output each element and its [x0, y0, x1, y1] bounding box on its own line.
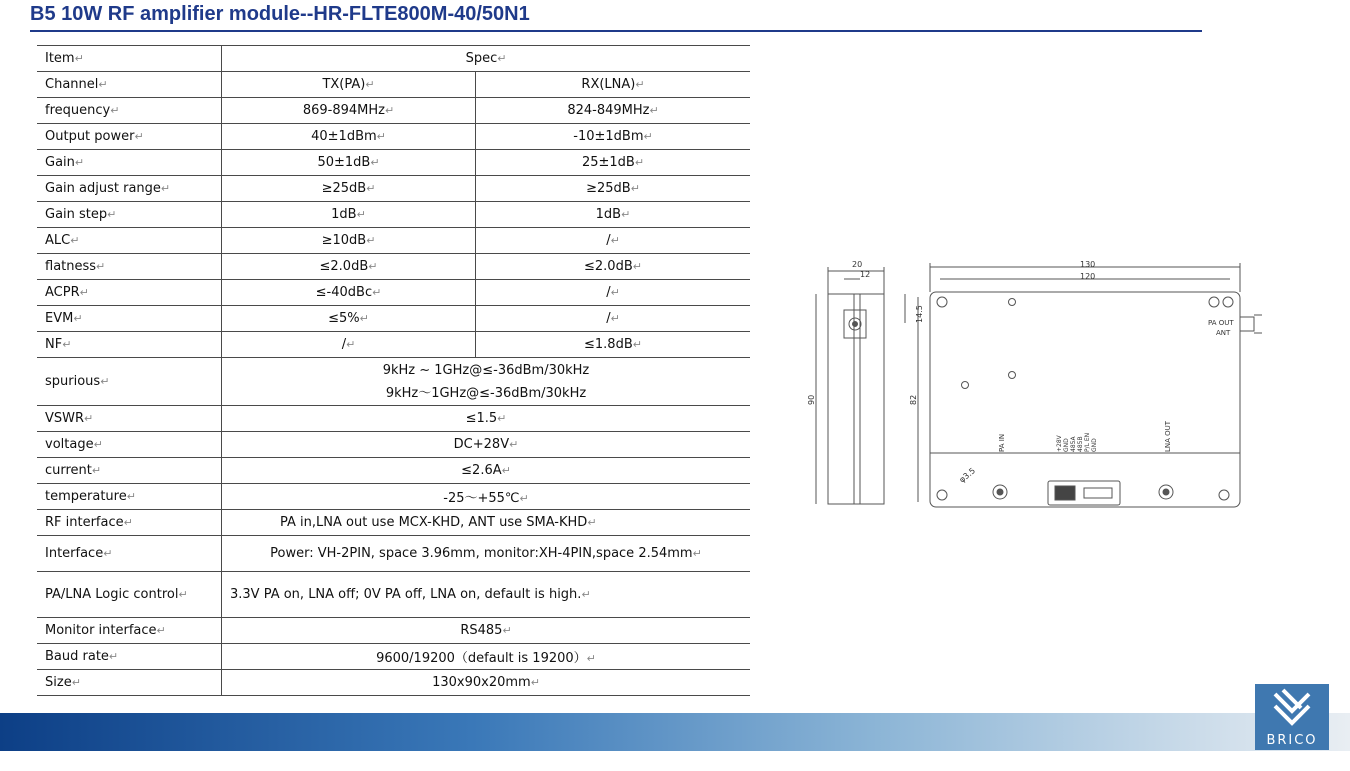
tx-cell [222, 72, 476, 98]
row-label-text: Size [45, 675, 72, 690]
item-header-text: Item [45, 51, 75, 66]
return-mark: ↵ [376, 130, 386, 143]
return-mark: ↵ [346, 338, 356, 351]
return-mark: ↵ [370, 156, 380, 169]
return-mark: ↵ [501, 464, 511, 477]
tx-cell-text: ≥25dB [321, 181, 367, 196]
table-row [37, 202, 750, 228]
return-mark: ↵ [108, 650, 119, 663]
dim-20: 20 [852, 260, 863, 269]
return-mark: ↵ [110, 104, 120, 117]
rx-cell [476, 254, 751, 280]
page-title: B5 10W RF amplifier module--HR-FLTE800M-40/50N1 [30, 3, 530, 25]
return-mark: ↵ [160, 182, 171, 195]
pin-label: GND [1063, 438, 1070, 452]
row-label [37, 254, 222, 280]
row-label-text: Monitor interface [45, 623, 157, 638]
row-label [37, 306, 222, 332]
tx-cell-text: 869-894MHz [302, 103, 385, 118]
tx-cell-text: ≤2.0dB [319, 259, 369, 274]
row-value [222, 572, 751, 618]
return-mark: ↵ [93, 438, 103, 451]
row-value [222, 484, 751, 510]
table-row [37, 458, 750, 484]
spurious-line-2: 9kHz～1GHz@≤-36dBm/30kHz [385, 385, 587, 401]
rx-cell-text: / [606, 285, 611, 300]
pin-label: P/L EN [1084, 432, 1091, 452]
return-mark: ↵ [79, 286, 89, 299]
return-mark: ↵ [98, 78, 108, 91]
return-mark: ↵ [530, 676, 540, 689]
channel-label-text: Channel [45, 77, 99, 92]
tx-cell [222, 306, 476, 332]
return-mark: ↵ [610, 234, 620, 247]
title-underline [30, 30, 1202, 32]
table-row [37, 644, 750, 670]
footer-band [0, 713, 1350, 751]
row-label [37, 176, 222, 202]
row-label-text: Gain step [45, 207, 108, 222]
rx-cell-text: -10±1dBm [573, 129, 644, 144]
dim-90: 90 [807, 394, 816, 405]
spec-header-text: Spec [465, 51, 498, 66]
row-label [37, 458, 222, 484]
row-value [222, 432, 751, 458]
header-row [37, 46, 750, 72]
return-mark: ↵ [649, 104, 659, 117]
row-value [222, 670, 751, 696]
spec-header [222, 46, 751, 72]
tx-cell [222, 254, 476, 280]
row-value-text: -25～+55℃ [443, 491, 520, 506]
tx-cell-text: 1dB [331, 207, 357, 222]
table-row [37, 618, 750, 644]
rx-cell-text: 25±1dB [581, 155, 635, 170]
return-mark: ↵ [692, 547, 702, 560]
module-drawing [800, 255, 1280, 515]
row-label [37, 124, 222, 150]
return-mark: ↵ [632, 338, 642, 351]
tx-cell [222, 176, 476, 202]
return-mark: ↵ [62, 338, 72, 351]
row-label-text: Baud rate [45, 649, 109, 664]
row-label [37, 228, 222, 254]
dim-12: 12 [860, 270, 871, 279]
row-label-text: frequency [45, 103, 111, 118]
row-value-text: Power: VH-2PIN, space 3.96mm, monitor:XH-4PIN,space 2.54mm [270, 546, 693, 561]
return-mark: ↵ [156, 624, 166, 637]
spurious-label-text: spurious [45, 374, 101, 389]
table-row [37, 572, 750, 618]
row-label-text: RF interface [45, 515, 124, 530]
row-label [37, 280, 222, 306]
row-label [37, 510, 222, 536]
lna-out-label: LNA OUT [1164, 420, 1172, 452]
return-mark: ↵ [73, 312, 83, 325]
rx-cell-text: 824-849MHz [567, 103, 650, 118]
spurious-label [37, 358, 222, 406]
spec-table [37, 45, 750, 696]
rx-cell [476, 98, 751, 124]
tx-cell [222, 98, 476, 124]
return-mark: ↵ [74, 52, 84, 65]
rx-cell-text: ≤1.8dB [584, 337, 633, 352]
row-label [37, 432, 222, 458]
row-label-text: voltage [45, 437, 94, 452]
item-header [37, 46, 222, 72]
row-label-text: PA/LNA Logic control [45, 587, 179, 602]
return-mark: ↵ [630, 182, 640, 195]
row-value [222, 644, 751, 670]
return-mark: ↵ [84, 412, 94, 425]
table-row [37, 280, 750, 306]
row-value-text: 3.3V PA on, LNA off; 0V PA off, LNA on, default is high. [230, 587, 582, 602]
row-label [37, 406, 222, 432]
row-value [222, 458, 751, 484]
return-mark: ↵ [632, 260, 642, 273]
brico-logo-icon [1255, 684, 1329, 732]
table-row [37, 150, 750, 176]
rx-cell-text: ≥25dB [586, 181, 631, 196]
return-mark: ↵ [123, 516, 133, 529]
return-mark: ↵ [366, 182, 376, 195]
row-label-text: Interface [45, 546, 104, 561]
row-label [37, 332, 222, 358]
return-mark: ↵ [497, 52, 507, 65]
row-value [222, 510, 751, 536]
pa-out-label: PA OUT [1208, 319, 1234, 327]
row-label-text: ALC [45, 233, 71, 248]
row-label-text: ACPR [45, 285, 80, 300]
row-label [37, 202, 222, 228]
return-mark: ↵ [621, 208, 631, 221]
row-label [37, 644, 222, 670]
table-row [37, 484, 750, 510]
return-mark: ↵ [519, 492, 529, 505]
return-mark: ↵ [587, 516, 597, 529]
return-mark: ↵ [502, 624, 512, 637]
row-label-text: current [45, 463, 92, 478]
dim-82: 82 [909, 394, 918, 405]
brico-logo-text: BRICO [1266, 733, 1318, 748]
tx-cell-text: / [341, 337, 347, 352]
return-mark: ↵ [643, 130, 653, 143]
return-mark: ↵ [509, 438, 519, 451]
row-label-text: VSWR [45, 411, 85, 426]
table-row [37, 228, 750, 254]
row-value [222, 536, 751, 572]
return-mark: ↵ [70, 234, 80, 247]
dim-120: 120 [1080, 272, 1096, 281]
channel-row [37, 72, 750, 98]
row-label [37, 670, 222, 696]
pin-label: +28V [1056, 435, 1063, 452]
pin-label: 485B [1077, 436, 1084, 452]
return-mark: ↵ [586, 652, 596, 665]
brico-logo [1255, 684, 1329, 750]
tx-cell-text: ≤5% [328, 311, 360, 326]
row-label [37, 150, 222, 176]
tx-cell [222, 124, 476, 150]
table-row [37, 124, 750, 150]
table-row [37, 176, 750, 202]
return-mark: ↵ [365, 78, 375, 91]
row-value-text: 9600/19200（default is 19200） [376, 651, 587, 666]
rx-cell [476, 150, 751, 176]
spurious-row [37, 358, 750, 406]
pin-label: GND [1091, 438, 1098, 452]
return-mark: ↵ [581, 588, 591, 601]
tx-cell [222, 228, 476, 254]
return-mark: ↵ [178, 588, 188, 601]
return-mark: ↵ [134, 130, 144, 143]
row-value-text: ≤2.6A [461, 463, 502, 478]
return-mark: ↵ [634, 156, 645, 169]
rx-cell-text: RX(LNA) [581, 77, 636, 92]
return-mark: ↵ [635, 78, 645, 91]
table-row [37, 406, 750, 432]
dim-hole: φ3.5 [957, 466, 978, 485]
row-label [37, 484, 222, 510]
return-mark: ↵ [91, 464, 102, 477]
dim-14-5: 14.5 [915, 305, 924, 323]
return-mark: ↵ [384, 104, 395, 117]
table-row [37, 432, 750, 458]
row-label-text: Output power [45, 129, 135, 144]
return-mark: ↵ [74, 156, 85, 169]
return-mark: ↵ [96, 260, 106, 273]
top-view-body [930, 292, 1240, 507]
rx-cell [476, 280, 751, 306]
row-label [37, 572, 222, 618]
row-label [37, 536, 222, 572]
return-mark: ↵ [100, 375, 110, 388]
tx-cell [222, 202, 476, 228]
tx-cell-text: 50±1dB [317, 155, 371, 170]
rx-cell-text: / [606, 233, 611, 248]
pa-in-label: PA IN [998, 433, 1006, 452]
sma-connector [1240, 317, 1254, 331]
row-label-text: flatness [45, 259, 97, 274]
tx-cell-text: ≥10dB [321, 233, 367, 248]
return-mark: ↵ [356, 208, 366, 221]
row-label [37, 618, 222, 644]
tx-cell-text: 40±1dBm [311, 129, 377, 144]
rx-cell [476, 228, 751, 254]
table-row [37, 332, 750, 358]
row-value [222, 618, 751, 644]
ant-label: ANT [1216, 329, 1231, 337]
spurious-line-1: 9kHz ~ 1GHz@≤-36dBm/30kHz [382, 362, 590, 378]
spurious-value [222, 358, 751, 406]
row-value-text: PA in,LNA out use MCX-KHD, ANT use SMA-KHD [280, 515, 588, 530]
tx-cell [222, 332, 476, 358]
return-mark: ↵ [610, 312, 620, 325]
rx-cell [476, 332, 751, 358]
table-row [37, 98, 750, 124]
tx-cell-text: ≤-40dBc [315, 285, 373, 300]
rx-cell [476, 124, 751, 150]
rx-cell [476, 306, 751, 332]
table-row [37, 536, 750, 572]
row-value [222, 406, 751, 432]
table-row [37, 254, 750, 280]
row-value-text: RS485 [460, 623, 503, 638]
rx-cell-text: 1dB [595, 207, 622, 222]
return-mark: ↵ [497, 412, 507, 425]
return-mark: ↵ [610, 286, 620, 299]
return-mark: ↵ [107, 208, 117, 221]
return-mark: ↵ [103, 547, 113, 560]
return-mark: ↵ [368, 260, 378, 273]
channel-label [37, 72, 222, 98]
row-value-text: 130x90x20mm [432, 675, 531, 690]
pin-label: 485A [1070, 436, 1077, 452]
tx-cell-text: TX(PA) [322, 77, 366, 92]
return-mark: ↵ [372, 286, 382, 299]
table-row [37, 670, 750, 696]
row-value-text: ≤1.5 [465, 411, 498, 426]
row-label [37, 98, 222, 124]
row-label-text: EVM [45, 311, 74, 326]
row-label-text: Gain adjust range [45, 181, 161, 196]
row-label-text: NF [45, 337, 63, 352]
return-mark: ↵ [71, 676, 81, 689]
return-mark: ↵ [126, 490, 136, 503]
rx-cell [476, 202, 751, 228]
return-mark: ↵ [366, 234, 376, 247]
rx-cell-text: / [606, 311, 611, 326]
row-value-text: DC+28V [453, 437, 510, 452]
table-row [37, 510, 750, 536]
return-mark: ↵ [359, 312, 369, 325]
row-label-text: temperature [45, 489, 127, 504]
rx-cell [476, 72, 751, 98]
tx-cell [222, 150, 476, 176]
dim-130: 130 [1080, 260, 1096, 269]
tx-cell [222, 280, 476, 306]
table-row [37, 306, 750, 332]
row-label-text: Gain [45, 155, 75, 170]
rx-cell [476, 176, 751, 202]
rx-cell-text: ≤2.0dB [584, 259, 633, 274]
